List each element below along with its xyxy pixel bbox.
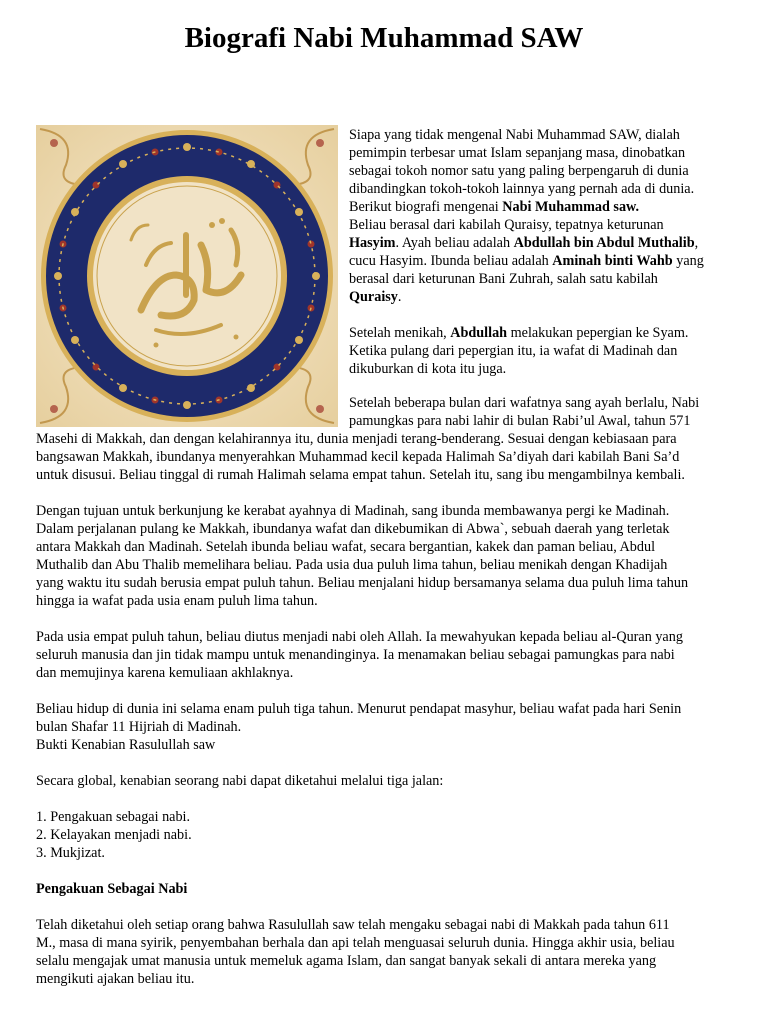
para5-line: Pada usia empat puluh tahun, beliau diutus menjadi nabi oleh Allah. Ia mewahyukan kepada beliau al-Quran yang (36, 629, 683, 645)
bold-name: Abdullah bin Abdul Muthalib (513, 235, 695, 251)
bold-name: Abdullah (450, 325, 508, 341)
para4-line: antara Makkah dan Madinah. Setelah ibunda beliau wafat, secara bergantian, kakek dan paman beliau, Abdul (36, 539, 656, 555)
para4-line: Muthalib dan Abu Thalib memelihara beliau. Pada usia dua puluh lima tahun, beliau menikah dengan Khadijah (36, 557, 668, 573)
intro-text: yang (672, 253, 704, 269)
intro-text: Berikut biografi mengenai (349, 199, 503, 215)
para3-line: Masehi di Makkah, dan dengan kelahirannya itu, dunia menjadi terang-benderang. Sesuai dengan kebiasaan para (36, 431, 677, 447)
intro-line (349, 252, 719, 270)
para5-line: seluruh manusia dan jin tidak mampu untuk menandinginya. Ia menamakan beliau sebagai pamungkas para nabi (36, 647, 675, 663)
para7: Secara global, kenabian seorang nabi dapat diketahui melalui tiga jalan: (36, 773, 444, 789)
para6-line: Bukti Kenabian Rasulullah saw (36, 737, 216, 753)
intro-line: berasal dari keturunan Bani Zuhrah, salah satu kabilah (349, 271, 658, 287)
para3-line: bangsawan Makkah, ibundanya menyerahkan Muhammad kecil kepada Halimah Sa’diyah dari kabilah Bani Sa’d (36, 449, 680, 465)
para6-line: bulan Shafar 11 Hijriah di Madinah. (36, 719, 242, 735)
para2-line (349, 324, 719, 342)
para8-line: selalu mengajak umat manusia untuk memeluk agama Islam, dan sangat banyak sekali di antara mereka yang (36, 953, 657, 969)
intro-column (349, 126, 719, 378)
para2-line: Ketika pulang dari pepergian itu, ia wafat di Madinah dan (349, 343, 678, 359)
intro-line (349, 234, 719, 252)
para4-line: Dalam perjalanan pulang ke Makkah, ibundanya wafat dan dikebumikan di Abwa`, sebuah daerah yang terletak (36, 521, 670, 537)
intro-line: sebagai tokoh nomor satu yang paling berpengaruh di dunia (349, 163, 689, 179)
para4-line: hingga ia wafat pada usia enam puluh lima tahun. (36, 593, 318, 609)
intro-line: Siapa yang tidak mengenal Nabi Muhammad SAW, dialah (349, 127, 680, 143)
intro-line (349, 288, 719, 306)
para6-line: Beliau hidup di dunia ini selama enam puluh tiga tahun. Menurut pendapat masyhur, beliau wafat pada hari Senin (36, 701, 682, 717)
para8-line: Telah diketahui oleh setiap orang bahwa Rasulullah saw telah mengaku sebagai nabi di Makkah pada tahun 611 (36, 917, 670, 933)
para5-line: dan memujinya karena kemuliaan akhlaknya. (36, 665, 294, 681)
intro-text: , (694, 235, 699, 251)
para4-line: Dengan tujuan untuk berkunjung ke kerabat ayahnya di Madinah, sang ibunda membawanya pergi ke Madinah. (36, 503, 670, 519)
intro-line: dibandingkan tokoh-tokoh lainnya yang pernah ada di dunia. (349, 181, 695, 197)
para8-line: M., masa di mana syirik, penyembahan berhala dan api telah menguasai seluruh dunia. Hingga akhir usia, beliau (36, 935, 675, 951)
bold-name: Quraisy (349, 289, 398, 305)
bold-name: Aminah binti Wahb (552, 253, 673, 269)
bold-name: Nabi Muhammad saw. (502, 199, 640, 215)
para3-line: Setelah beberapa bulan dari wafatnya sang ayah berlalu, Nabi (349, 395, 700, 411)
para2-text: melakukan pepergian ke Syam. (507, 325, 689, 341)
list-item: 1. Pengakuan sebagai nabi. (36, 809, 191, 825)
intro-line (349, 198, 719, 216)
bold-name: Hasyim (349, 235, 396, 251)
para2-line: dikuburkan di kota itu juga. (349, 361, 507, 377)
intro-line: pemimpin terbesar umat Islam sepanjang masa, dinobatkan (349, 145, 686, 161)
intro-text: cucu Hasyim. Ibunda beliau adalah (349, 253, 553, 269)
para2-text: Setelah menikah, (349, 325, 451, 341)
section-heading-text: Pengakuan Sebagai Nabi (36, 881, 188, 897)
calligraphy-image (36, 125, 338, 427)
intro-line: Beliau berasal dari kabilah Quraisy, tepatnya keturunan (349, 217, 664, 233)
para3-line: pamungkas para nabi lahir di bulan Rabi’ul Awal, tahun 571 (349, 413, 691, 429)
para8-line: mengikuti ajakan beliau itu. (36, 971, 195, 987)
section-heading (36, 880, 736, 898)
intro-text: . Ayah beliau adalah (395, 235, 514, 251)
para4-line: yang waktu itu sudah berusia empat puluh tahun. Beliau menjalani hidup bersamanya selama dua puluh lima tahun (36, 575, 689, 591)
page-title: Biografi Nabi Muhammad SAW (184, 22, 584, 54)
list-item: 2. Kelayakan menjadi nabi. (36, 827, 192, 843)
para3-line: untuk disusui. Beliau tinggal di rumah Halimah selama empat tahun. Setelah itu, sang ibu mengambilnya kembali. (36, 467, 685, 483)
list-item: 3. Mukjizat. (36, 845, 105, 861)
body-text (36, 394, 736, 988)
intro-text: . (397, 289, 402, 305)
calligraphy-roundel-graphic (36, 125, 338, 427)
